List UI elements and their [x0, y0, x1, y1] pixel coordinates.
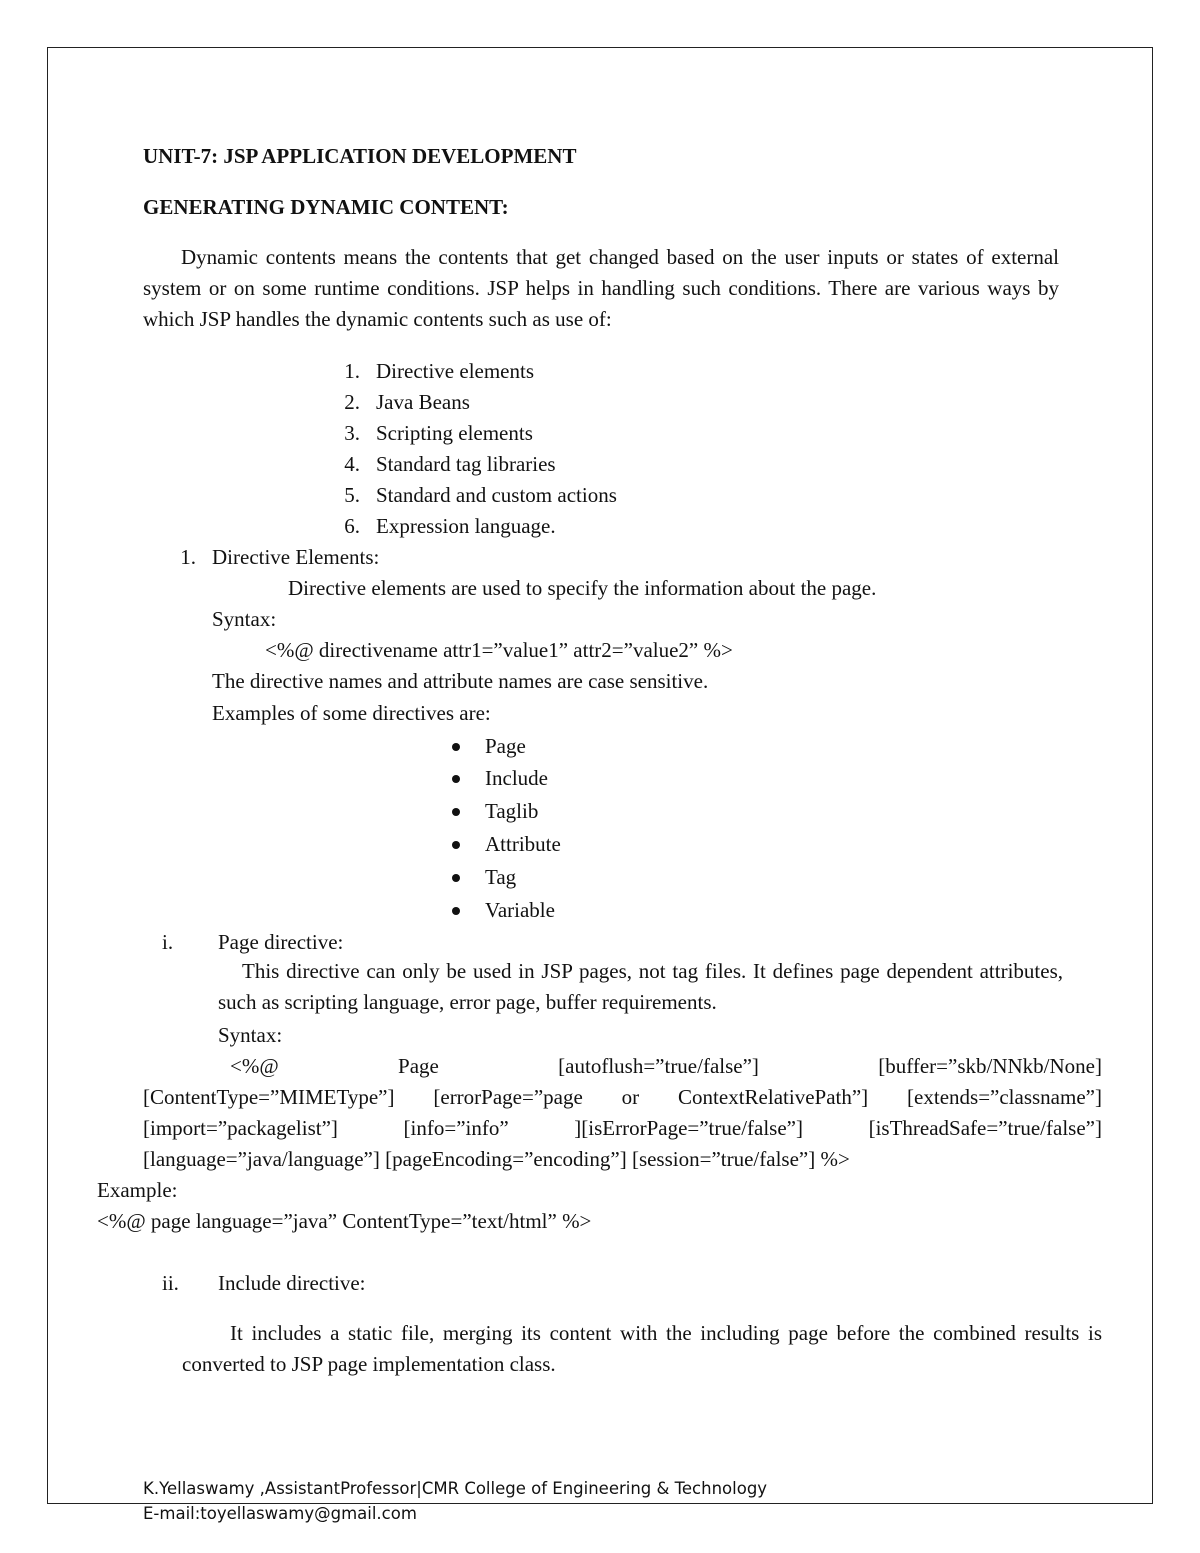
intro-paragraph: Dynamic contents means the contents that get changed based on the user inputs or states of external system or on some runtime conditions. JSP helps in handling such conditions. There are various ways by which JSP handles the dynamic contents such as use of:: [143, 245, 1059, 331]
directive-description: Directive elements are used to specify the information about the page.: [288, 576, 877, 600]
case-sensitivity-note: The directive names and attribute names are case sensitive.: [212, 669, 709, 693]
page-syntax-line: [import=”packagelist”] [info=”info” ][isErrorPage=”true/false”] [isThreadSafe=”true/false”]: [143, 1116, 1102, 1140]
examples-label: Examples of some directives are:: [212, 701, 491, 725]
footer-author: K.Yellaswamy ,AssistantProfessor|CMR College of Engineering & Technology: [143, 1479, 768, 1498]
example-label: Example:: [97, 1178, 178, 1202]
syntax-label: Syntax:: [212, 607, 277, 631]
example-code: <%@ page language=”java” ContentType=”text/html” %>: [97, 1209, 592, 1233]
section-title: GENERATING DYNAMIC CONTENT:: [143, 195, 509, 219]
bullet-icon: [452, 743, 460, 751]
include-directive-number: ii.: [162, 1271, 179, 1295]
page-syntax-line: <%@ Page [autoflush=”true/false”] [buffer=”skb/NNkb/None]: [230, 1054, 1102, 1078]
include-directive-heading: Include directive:: [218, 1271, 366, 1295]
include-directive-description: It includes a static file, merging its content with the including page before the combined results is converted to JSP page implementation class.: [182, 1321, 1102, 1376]
unit-title: UNIT-7: JSP APPLICATION DEVELOPMENT: [143, 144, 577, 168]
bullet-icon: [452, 841, 460, 849]
bullet-icon: [452, 874, 460, 882]
page-directive-heading: Page directive:: [218, 930, 344, 954]
page-syntax-label: Syntax:: [218, 1023, 283, 1047]
bullet-icon: [452, 775, 460, 783]
page-directive-description: This directive can only be used in JSP pages, not tag files. It defines page dependent attributes, such as scripting language, error page, buffer requirements.: [218, 959, 1063, 1014]
page-directive-number: i.: [162, 930, 174, 954]
page-syntax-last-line: [language=”java/language”] [pageEncoding=”encoding”] [session=”true/false”] %>: [143, 1147, 850, 1171]
footer-email: E-mail:toyellaswamy@gmail.com: [143, 1504, 417, 1523]
bullet-icon: [452, 907, 460, 915]
directive-syntax-code: <%@ directivename attr1=”value1” attr2=”value2” %>: [265, 638, 733, 662]
bullet-icon: [452, 808, 460, 816]
page-syntax-line: [ContentType=”MIMEType”] [errorPage=”page or ContextRelativePath”] [extends=”classname”]: [143, 1085, 1102, 1109]
